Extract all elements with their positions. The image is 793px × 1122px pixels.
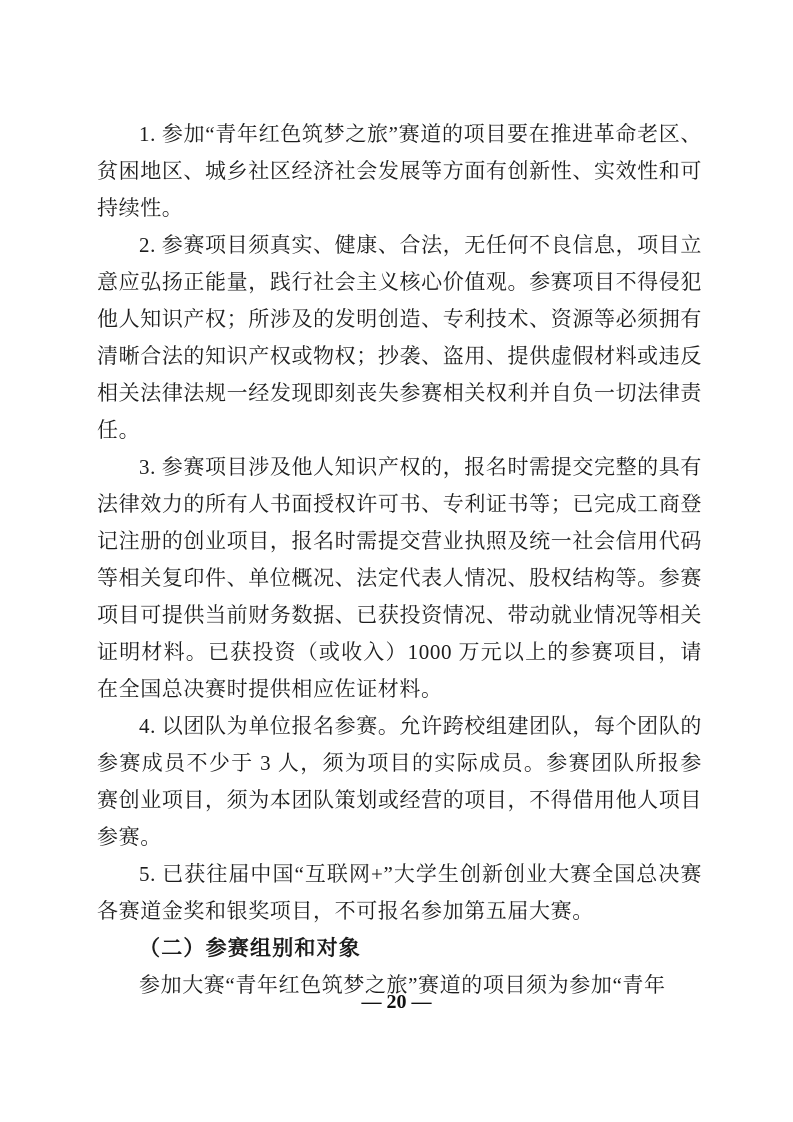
page-number: — 20 — [361,991,432,1013]
paragraph-rule-3: 3. 参赛项目涉及他人知识产权的，报名时需提交完整的具有法律效力的所有人书面授权许可书、专利证书等；已完成工商登记注册的创业项目，报名时需提交营业执照及统一社会信用代码等相关复印件、单位概况、法定代表人情况、股权结构等。参赛项目可提供当前财务数据、已获投资情况、带动就业情况等相关证明材料。已获投资（或收入）1000 万元以上的参赛项目，请在全国总决赛时提供相应佐证材料。 [97,455,702,701]
paragraph-rule-5: 5. 已获往届中国“互联网+”大学生创新创业大赛全国总决赛各赛道金奖和银奖项目，不可报名参加第五届大赛。 [97,862,702,923]
paragraph-intro-groups: 参加大赛“青年红色筑梦之旅”赛道的项目须为参加“青年 [139,973,666,997]
paragraph-rule-1: 1. 参加“青年红色筑梦之旅”赛道的项目要在推进革命老区、贫困地区、城乡社区经济社会发展等方面有创新性、实效性和可持续性。 [97,122,702,220]
document-body [97,116,702,1004]
paragraph-rule-2: 2. 参赛项目须真实、健康、合法，无任何不良信息，项目立意应弘扬正能量，践行社会主义核心价值观。参赛项目不得侵犯他人知识产权；所涉及的发明创造、专利技术、资源等必须拥有清晰合法的知识产权或物权；抄袭、盗用、提供虚假材料或违反相关法律法规一经发现即刻丧失参赛相关权利并自负一切法律责任。 [97,233,702,442]
section-heading-participation-groups: （二）参赛组别和对象 [139,936,361,960]
paragraph-rule-4: 4. 以团队为单位报名参赛。允许跨校组建团队，每个团队的参赛成员不少于 3 人，须为项目的实际成员。参赛团队所报参赛创业项目，须为本团队策划或经营的项目，不得借用他人项目参赛。 [97,714,702,849]
